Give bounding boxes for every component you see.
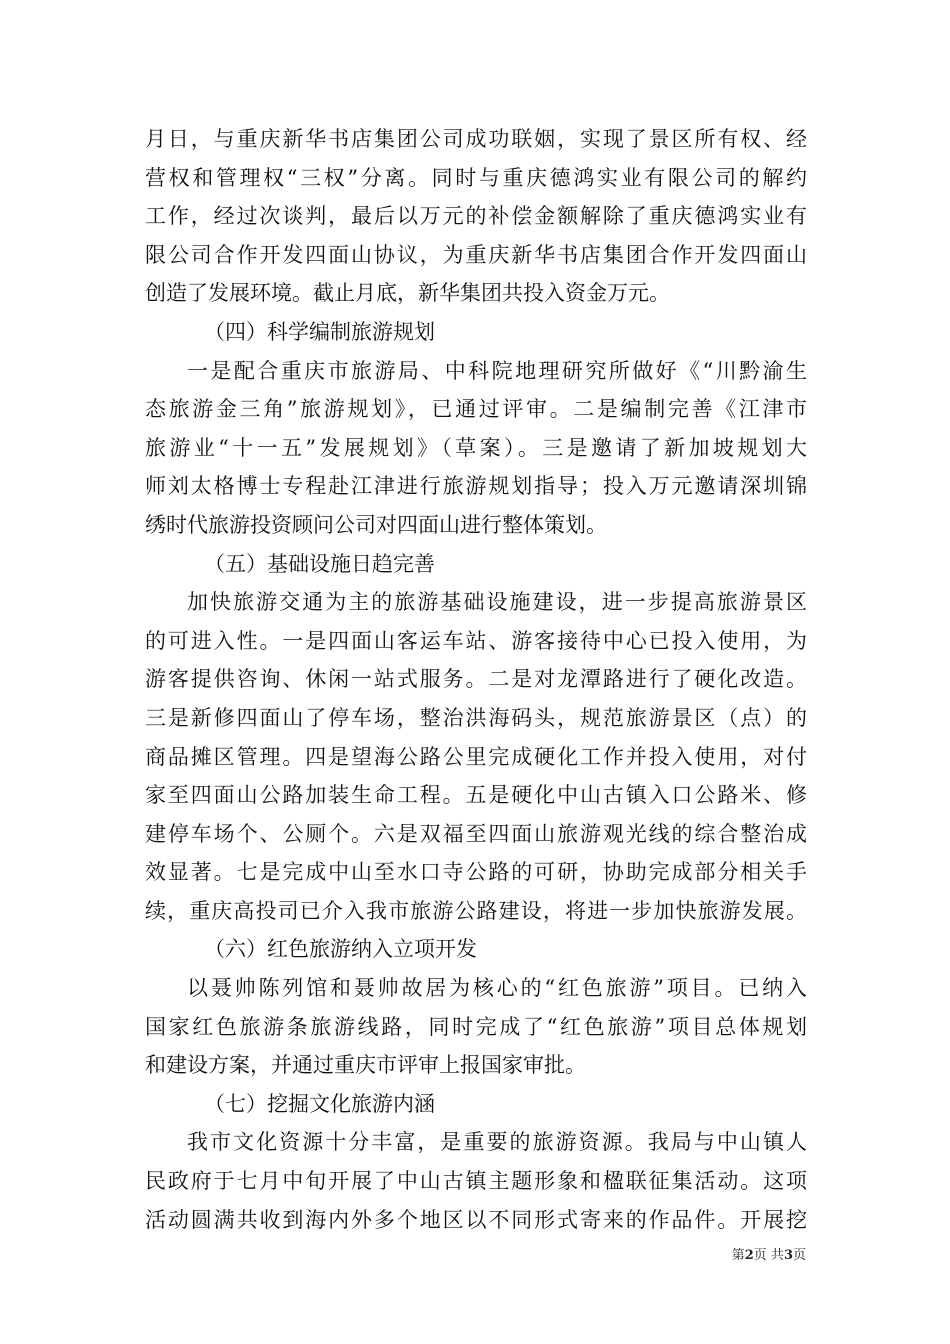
- section-heading-5: （五）基础设施日趋完善: [204, 551, 435, 576]
- page-number-current: 2: [744, 1248, 754, 1263]
- page-number-total: 3: [783, 1248, 793, 1263]
- section-heading-4: （四）科学编制旅游规划: [204, 319, 435, 344]
- body-line: 工作，经过次谈判，最后以万元的补偿金额解除了重庆德鸿实业有: [145, 204, 807, 229]
- document-body: [145, 120, 807, 1239]
- body-line: 三是新修四面山了停车场，整治洪海码头，规范旅游景区（点）的: [145, 705, 807, 730]
- body-line: 月日，与重庆新华书店集团公司成功联姻，实现了景区所有权、经: [145, 127, 807, 151]
- body-line: 的可进入性。一是四面山客运车站、游客接待中心已投入使用，为: [145, 628, 807, 653]
- body-line: 营权和管理权“三权”分离。同时与重庆德鸿实业有限公司的解约: [145, 165, 807, 190]
- page-number-middle: 页 共: [753, 1248, 784, 1263]
- body-line: 民政府于七月中旬开展了中山古镇主题形象和楹联征集活动。这项: [145, 1169, 807, 1194]
- body-line: 商品摊区管理。四是望海公路公里完成硬化工作并投入使用，对付: [145, 744, 807, 769]
- body-line: 加快旅游交通为主的旅游基础设施建设，进一步提高旅游景区: [187, 590, 807, 615]
- body-line: 师刘太格博士专程赴江津进行旅游规划指导；投入万元邀请深圳锦: [145, 474, 807, 499]
- body-line: 创造了发展环境。截止月底，新华集团共投入资金万元。: [145, 281, 670, 306]
- body-line: 我市文化资源十分丰富，是重要的旅游资源。我局与中山镇人: [187, 1130, 807, 1155]
- body-line: 以聂帅陈列馆和聂帅故居为核心的“红色旅游”项目。已纳入: [187, 976, 807, 1001]
- body-line: 续，重庆高投司已介入我市旅游公路建设，将进一步加快旅游发展。: [145, 898, 807, 923]
- body-line: 国家红色旅游条旅游线路，同时完成了“红色旅游”项目总体规划: [145, 1014, 807, 1039]
- body-line: 建停车场个、公厕个。六是双福至四面山旅游观光线的综合整治成: [145, 821, 807, 846]
- body-line: 活动圆满共收到海内外多个地区以不同形式寄来的作品件。开展挖: [145, 1207, 807, 1232]
- section-heading-6: （六）红色旅游纳入立项开发: [204, 937, 477, 962]
- body-line: 限公司合作开发四面山协议，为重庆新华书店集团合作开发四面山: [145, 242, 807, 267]
- body-line: 游客提供咨询、休闲一站式服务。二是对龙潭路进行了硬化改造。: [145, 667, 807, 692]
- body-line: 态旅游金三角”旅游规划》，已通过评审。二是编制完善《江津市: [145, 397, 807, 422]
- body-line: 旅游业“十一五”发展规划》（草案）。三是邀请了新加坡规划大: [145, 435, 807, 460]
- body-line: 和建设方案，并通过重庆市评审上报国家审批。: [145, 1053, 586, 1078]
- page-number-suffix: 页: [792, 1248, 806, 1263]
- page-number: [732, 1247, 806, 1265]
- page-number-prefix: 第: [731, 1248, 745, 1263]
- body-line: 效显著。七是完成中山至水口寺公路的可研，协助完成部分相关手: [145, 860, 807, 885]
- body-line: 绣时代旅游投资顾问公司对四面山进行整体策划。: [145, 512, 607, 537]
- body-line: 一是配合重庆市旅游局、中科院地理研究所做好《“川黔渝生: [187, 358, 807, 383]
- section-heading-7: （七）挖掘文化旅游内涵: [204, 1091, 435, 1116]
- body-line: 家至四面山公路加装生命工程。五是硬化中山古镇入口公路米、修: [145, 783, 807, 808]
